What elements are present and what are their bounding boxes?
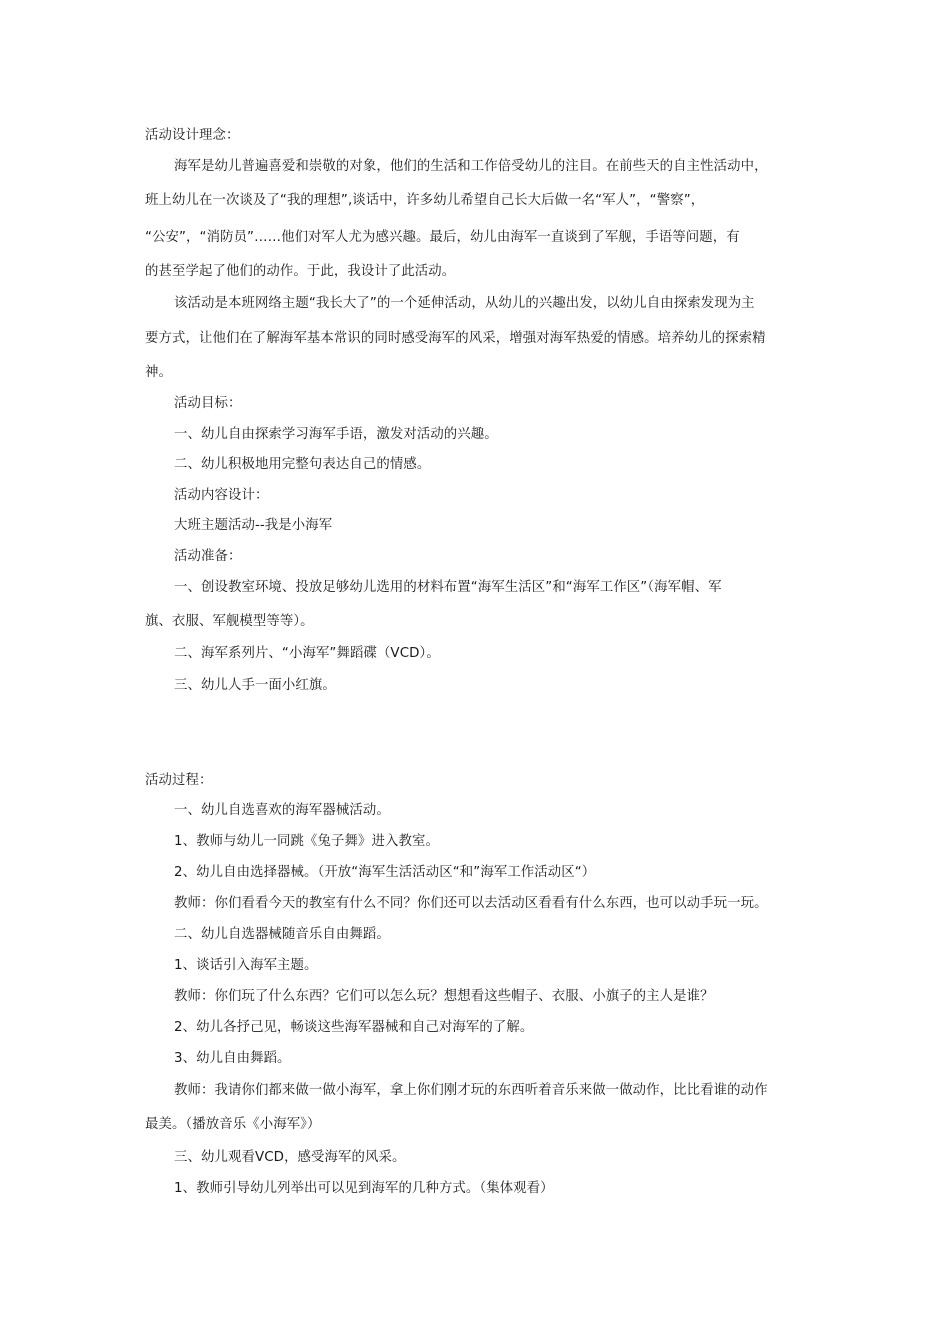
- goals-heading: 活动目标：: [174, 396, 242, 411]
- goal-item-1: 一、幼儿自由探索学习海军手语，激发对活动的兴趣。: [174, 427, 498, 442]
- process-line-8: 2、幼儿各抒己见，畅谈这些海军器械和自己对海军的了解。: [174, 1020, 534, 1035]
- design-para1-line4: 的甚至学起了他们的动作。于此，我设计了此活动。: [145, 264, 456, 279]
- preparation-heading: 活动准备：: [174, 549, 242, 564]
- process-line-3: 2、幼儿自由选择器械。（开放“海军生活活动区“和”海军工作活动区“）: [174, 865, 596, 880]
- design-para2-line2: 要方式，让他们在了解海军基本常识的同时感受海军的风采，增强对海军热爱的情感。培养幼儿的探索精: [145, 331, 766, 346]
- design-philosophy-heading: 活动设计理念：: [145, 128, 240, 143]
- preparation-item1-line2: 旗、衣服、军舰模型等等）。: [145, 614, 314, 629]
- design-para1-line2: 班上幼儿在一次谈及了“我的理想”,谈话中，许多幼儿希望自己长大后做一名“军人”，“警察”，: [145, 193, 705, 208]
- process-line-6: 1、谈话引入海军主题。: [174, 958, 318, 973]
- process-line-5: 二、幼儿自选器械随音乐自由舞蹈。: [174, 927, 390, 942]
- process-line-7: 教师：你们玩了什么东西？它们可以怎么玩？想想看这些帽子、衣服、小旗子的主人是谁？: [174, 989, 714, 1004]
- teacher-invite-line1: 教师：我请你们都来做一做小海军，拿上你们刚才玩的东西听着音乐来做一做动作，比比看谁的动作: [174, 1083, 768, 1098]
- process-heading: 活动过程：: [145, 773, 213, 788]
- process-line-4: 教师：你们看看今天的教室有什么不同？你们还可以去活动区看看有什么东西，也可以动手玩一玩。: [174, 896, 768, 911]
- preparation-item2: 二、海军系列片、“小海军”舞蹈碟（VCD）。: [174, 646, 440, 661]
- process-line-11: 1、教师引导幼儿列举出可以见到海军的几种方式。（集体观看）: [174, 1181, 554, 1196]
- goal-item-2: 二、幼儿积极地用完整句表达自己的情感。: [174, 457, 431, 472]
- process-line-2: 1、教师与幼儿一同跳《兔子舞》进入教室。: [174, 834, 439, 849]
- content-title: 大班主题活动--我是小海军: [174, 518, 333, 533]
- design-para2-line3: 神。: [145, 365, 172, 380]
- preparation-item3: 三、幼儿人手一面小红旗。: [174, 678, 336, 693]
- content-heading: 活动内容设计：: [174, 488, 269, 503]
- process-line-9: 3、幼儿自由舞蹈。: [174, 1051, 291, 1066]
- preparation-item1-line1: 一、创设教室环境、投放足够幼儿选用的材料布置“海军生活区”和“海军工作区”（海军帽、军: [174, 580, 722, 595]
- process-line-10: 三、幼儿观看VCD，感受海军的风采。: [174, 1150, 406, 1165]
- teacher-invite-line2: 最美。（播放音乐《小海军》）: [145, 1117, 321, 1132]
- design-para1-line1: 海军是幼儿普遍喜爱和崇敬的对象，他们的生活和工作倍受幼儿的注目。在前些天的自主性活动中，: [174, 159, 768, 174]
- design-para1-line3: “公安”，“消防员”……他们对军人尤为感兴趣。最后，幼儿由海军一直谈到了军舰，手语等问题，有: [145, 230, 740, 245]
- process-line-1: 一、幼儿自选喜欢的海军器械活动。: [174, 803, 390, 818]
- design-para2-line1: 该活动是本班网络主题“我长大了”的一个延伸活动，从幼儿的兴趣出发，以幼儿自由探索发现为主: [174, 296, 755, 311]
